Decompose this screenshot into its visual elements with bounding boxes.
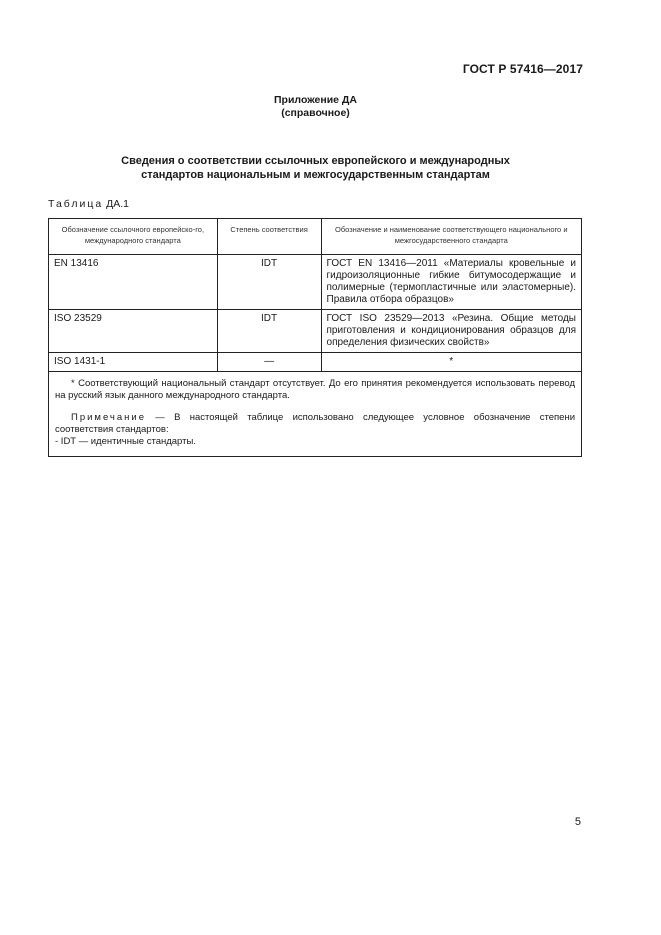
note-body: — В настоящей таблице использовано следующее условное обозначение степени соответствия стандартов: <box>55 412 575 435</box>
correspondence-table <box>48 218 582 457</box>
cell-degree: IDT <box>217 310 321 353</box>
header-reference-standard: Обозначение ссылочного европейско-го, международного стандарта <box>49 219 218 255</box>
table-row <box>49 310 582 353</box>
cell-national: * <box>321 353 581 372</box>
header-national-standard: Обозначение и наименование соответствующего национального и межгосударственного стандарта <box>321 219 581 255</box>
table-header-row <box>49 219 582 255</box>
page-number: 5 <box>574 816 581 828</box>
cell-reference: ISO 1431-1 <box>49 353 218 372</box>
cell-national: ГОСТ EN 13416—2011 «Материалы кровельные и гидроизоляционные гибкие битумосодержащие и полимерные (термопластичные или эластомерные). Правила отбора образцов» <box>321 255 581 310</box>
table-footnote-row <box>49 372 582 457</box>
table-caption-word: Таблица <box>48 198 104 210</box>
document-code: ГОСТ Р 57416—2017 <box>462 62 583 76</box>
heading-line-2: стандартов национальным и межгосударственным стандартам <box>141 168 490 181</box>
section-heading <box>0 155 631 182</box>
footnote-cell <box>49 372 582 457</box>
table-caption <box>48 198 129 210</box>
cell-reference: EN 13416 <box>49 255 218 310</box>
table-row <box>49 255 582 310</box>
appendix-title: Приложение ДА <box>274 94 357 106</box>
appendix-title-block <box>0 94 631 120</box>
appendix-subtitle: (справочное) <box>281 107 350 119</box>
cell-degree: — <box>217 353 321 372</box>
table-row <box>49 353 582 372</box>
note-item: - IDT — идентичные стандарты. <box>55 436 196 447</box>
header-degree: Степень соответствия <box>217 219 321 255</box>
note-label: Примечание <box>71 412 146 423</box>
table-caption-id: ДА.1 <box>106 198 129 210</box>
cell-reference: ISO 23529 <box>49 310 218 353</box>
note-text <box>55 412 575 436</box>
heading-line-1: Сведения о соответствии ссылочных европейского и международных <box>121 155 510 167</box>
cell-national: ГОСТ ISO 23529—2013 «Резина. Общие методы приготовления и кондиционирования образцов для определения физических свойств» <box>321 310 581 353</box>
footnote-text: * Соответствующий национальный стандарт отсутствует. До его принятия рекомендуется использовать перевод на русский язык данного международного стандарта. <box>55 378 575 401</box>
cell-degree: IDT <box>217 255 321 310</box>
